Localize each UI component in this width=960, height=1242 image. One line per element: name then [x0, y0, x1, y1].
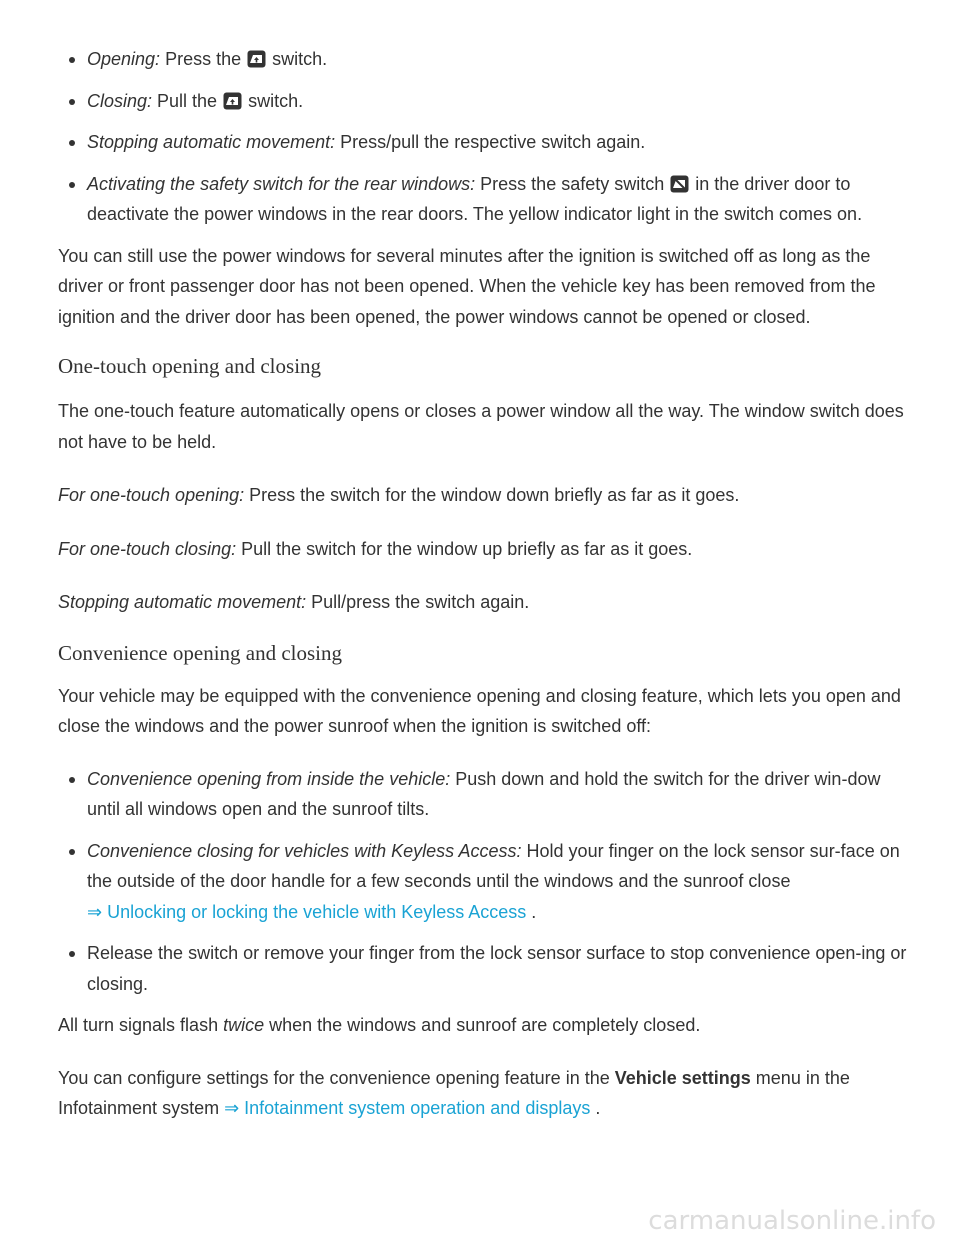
paragraph-text: menu in the Infotainment system [58, 1067, 850, 1118]
item-text: . [526, 901, 537, 922]
item-text: Hold your finger on the lock sensor sur-face on the outside of the door handle for a few seconds until the windows and the sunroof close [87, 840, 900, 891]
list-item-opening [58, 44, 908, 75]
one-touch-closing-paragraph [58, 534, 908, 565]
item-lead: Convenience closing for vehicles with Keyless Access: [87, 840, 522, 861]
list-item-release [58, 938, 908, 999]
list-item-convenience-closing [58, 836, 908, 928]
paragraph-lead: Stopping automatic movement: [58, 592, 307, 612]
item-text: switch. [243, 90, 304, 111]
item-lead: Opening: [87, 49, 161, 69]
one-touch-opening-paragraph [58, 480, 908, 511]
list-item-closing [58, 86, 908, 117]
keyless-access-link[interactable]: ⇒ Unlocking or locking the vehicle with Keyless Access [87, 901, 527, 922]
manual-page [58, 44, 908, 1124]
vehicle-settings-menu-name: Vehicle settings [614, 1067, 751, 1088]
section-heading-convenience: Convenience opening and closing [58, 640, 343, 665]
window-switch-icon [247, 50, 266, 68]
list-item-convenience-opening [58, 764, 908, 825]
section-heading-one-touch: One-touch opening and closing [58, 354, 322, 378]
paragraph-text: when the windows and sunroof are completely closed. [264, 1015, 701, 1035]
one-touch-stopping-paragraph [58, 587, 908, 618]
paragraph-text: Press the switch for the window down briefly as far as it goes. [244, 485, 740, 505]
window-switch-icon [223, 92, 242, 110]
paragraph-text: You can configure settings for the convenience opening feature in the [58, 1067, 615, 1088]
item-text: switch. [267, 49, 328, 69]
paragraph-lead: For one-touch opening: [58, 485, 245, 505]
item-lead: Convenience opening from inside the vehicle: [87, 768, 451, 789]
item-text: Push down and hold the switch for the driver win-dow until all windows open and the sunroof tilts. [87, 768, 881, 819]
emphasis-text: twice [223, 1015, 265, 1035]
paragraph-text: Pull/press the switch again. [306, 592, 530, 612]
child-safety-switch-icon [670, 175, 689, 193]
item-text: Release the switch or remove your finger from the lock sensor surface to stop convenience open-ing or closing. [87, 943, 907, 994]
item-text: Press the safety switch [475, 173, 670, 194]
item-text: Pull the [152, 90, 223, 111]
infotainment-link[interactable]: ⇒ Infotainment system operation and displays [224, 1098, 591, 1118]
paragraph-text: . [590, 1098, 601, 1118]
list-item-safety-switch [58, 169, 908, 230]
one-touch-intro-paragraph: The one-touch feature automatically opens or closes a power window all the way. The window switch does not have to be held. [58, 401, 904, 452]
paragraph-text: All turn signals flash [58, 1015, 224, 1035]
convenience-list [58, 764, 908, 1000]
paragraph-lead: For one-touch closing: [58, 538, 237, 559]
paragraph-text: Pull the switch for the window up briefly as far as it goes. [236, 538, 693, 559]
turn-signals-paragraph [58, 1010, 908, 1041]
item-text: Press/pull the respective switch again. [335, 132, 646, 152]
convenience-intro-paragraph: Your vehicle may be equipped with the convenience opening and closing feature, which lets you open and close the windows and the power sunroof when the ignition is switched off: [58, 685, 901, 736]
operation-list [58, 44, 908, 230]
item-text: in the driver door to deactivate the power windows in the rear doors. The yellow indicator light in the switch comes on. [87, 173, 863, 224]
item-text: Press the [160, 49, 247, 69]
watermark: carmanualsonline.info [648, 1206, 936, 1236]
settings-paragraph [58, 1063, 908, 1124]
ignition-off-paragraph: You can still use the power windows for several minutes after the ignition is switched off as long as the driver or front passenger door has not been opened. When the vehicle key has been removed from the ignition and the driver door has been opened, the power windows cannot be opened or closed. [58, 245, 876, 327]
item-lead: Closing: [87, 90, 153, 111]
item-lead: Activating the safety switch for the rear windows: [87, 173, 476, 194]
list-item-stopping [58, 127, 908, 158]
item-lead: Stopping automatic movement: [87, 132, 336, 152]
